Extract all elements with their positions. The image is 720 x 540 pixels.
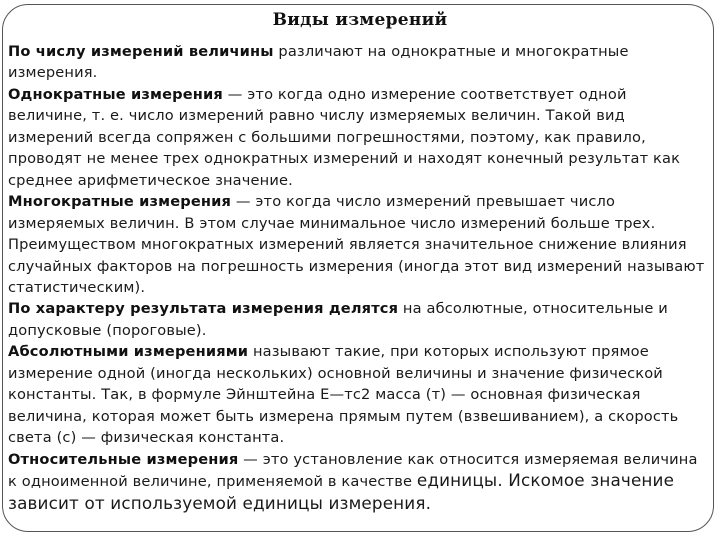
paragraph-relative-measurements [8,449,708,515]
paragraph-text: — это когда одно измерение соответствует одной величине, т. е. число измерений равно числу измеряемых величин. Такой вид измерений всегда сопряжен с большими погрешностями, поэтому, как правило, проводят не менее трех однократных измерений и находят конечный результат как среднее арифметическое значение. [8,85,681,189]
paragraph-single-measurements [8,84,708,191]
paragraph-text: на абсолютные, относительные и допусковые (пороговые). [8,300,668,339]
paragraph-absolute-measurements [8,341,708,448]
paragraph-multiple-measurements [8,191,708,298]
term-result-character: По характеру результата измерения делятся [8,300,399,318]
paragraph-text: различают на однократные и многократные измерения. [8,43,629,82]
paragraph-text: — это установление как относится измеряемая величина к одноименной величине, применяемой в качестве [8,450,698,491]
slide-title: Виды измерений [272,10,448,30]
term-multiple-measurements: Многократные измерения [8,193,232,211]
paragraph-measurement-count [8,41,708,84]
paragraph-text: называют такие, при которых используют прямое измерение одной (иногда нескольких) основной величины и значение физической константы. Так, в формуле Эйнштейна Е—тс2 масса (т) — основная физическая величина, которая может быть измерена прямым путем (взвешиванием), а скорость света (с) — физическая константа. [8,343,679,447]
term-by-measurement-count: По числу измерений величины [8,43,274,60]
paragraph-result-character [8,298,708,341]
paragraph-text-large: единицы. Искомое значение зависит от используемой единицы измерения. [8,470,675,513]
term-relative-measurements: Относительные измерения [8,450,239,468]
term-absolute-measurements: Абсолютными измерениями [8,343,249,361]
term-single-measurements: Однократные измерения [8,85,223,103]
paragraph-text: — это когда число измерений превышает число измеряемых величин. В этом случае минимальное число измерений больше трех. Преимуществом многократных измерений является значительное снижение влияния случайных факторов на погрешность измерения (иногда этот вид измерений называют статистическим). [8,193,705,296]
slide-body [8,41,708,515]
